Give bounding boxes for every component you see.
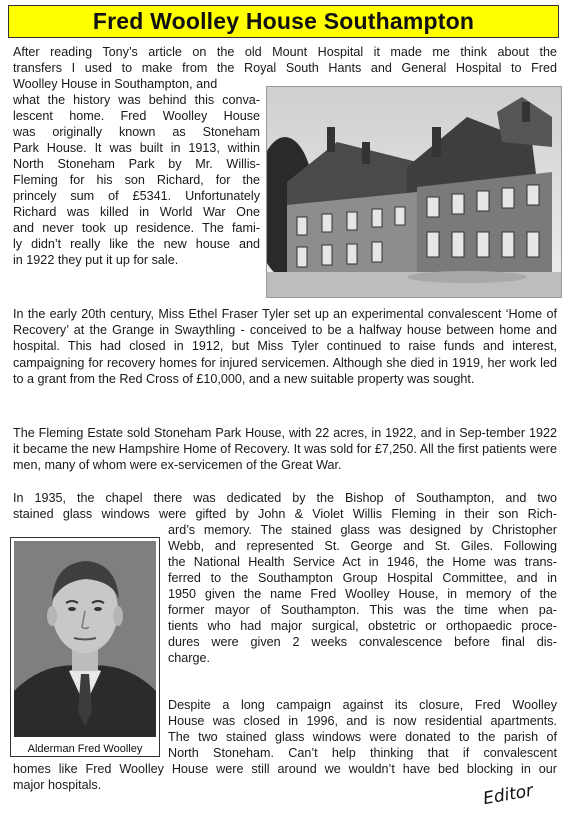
p1-line: After reading Tony’s article on the old Mount Hospital it made me think about the <box>13 45 557 59</box>
p1-line: Fleming for his son Richard, for the <box>13 173 260 187</box>
p1-line: Richard was killed in World War One <box>13 205 260 219</box>
p4-line: dures were given 2 weeks convalescence before final dis- <box>168 635 557 649</box>
p5-line: Despite a long campaign against its closure, Fred Woolley <box>168 698 557 712</box>
p4-line: tients who had major surgical, obstetric or orthopaedic proce- <box>168 619 557 633</box>
p1-line: and never took up residence. The fami- <box>13 221 260 235</box>
p1-line: Woolley House in Southampton, and <box>13 77 218 91</box>
p1-line: North Stoneham Park by Mr. Willis- <box>13 157 260 171</box>
p4-line: charge. <box>168 651 211 665</box>
p4-line: stained glass windows were gifted by John & Violet Willis Fleming in their son Rich- <box>13 507 557 521</box>
p5-line: homes like Fred Woolley House were still around we wouldn’t have bed blocking in our <box>13 762 557 776</box>
p4-line: ard’s memory. The stained glass was designed by Christopher <box>168 523 557 537</box>
p4-line: In 1935, the chapel there was dedicated by the Bishop of Southampton, and two <box>13 491 557 505</box>
p1-line: was originally known as Stoneham <box>13 125 260 139</box>
house-image <box>267 87 561 297</box>
p1-line: Park House. It was built in 1913, within <box>13 141 260 155</box>
p1-line: princely sum of £5341. Unfortunately <box>13 189 260 203</box>
p1-line: lescent home. Fred Woolley House <box>13 109 260 123</box>
portrait-image <box>14 541 156 737</box>
title-banner <box>8 5 559 38</box>
editor-signature: Editor <box>481 780 535 810</box>
stoneham-park-house-photo <box>266 86 562 298</box>
p1-line: ly didn’t really like the new house and <box>13 237 260 251</box>
p1-line: transfers I used to make from the Royal South Hants and General Hospital to Fred <box>13 61 557 75</box>
p4-line: former mayor of Southampton. This was the time when pa- <box>168 603 557 617</box>
p5-line: North Stoneham. Can’t help thinking that if convalescent <box>168 746 557 760</box>
p4-line: Webb, and represented St. George and St. Giles. Following <box>168 539 557 553</box>
p5-line: The two stained glass windows were donated to the parish of <box>168 730 557 744</box>
fred-woolley-portrait <box>10 537 160 757</box>
p4-line: ferred to the Southampton Group Hospital Committee, and in <box>168 571 557 585</box>
portrait-caption: Alderman Fred Woolley <box>27 743 143 755</box>
p4-line: 1950 given the name Fred Woolley House, in memory of the <box>168 587 557 601</box>
page-title: Fred Woolley House Southampton <box>92 8 475 34</box>
article-paragraph-3: The Fleming Estate sold Stoneham Park House, with 22 acres, in 1922, and in Sep-tember 1922 it became the new Hampshire Home of Recovery. It was sold for £7,250. All the first patients were men, many of whom were ex-servicemen of the Great War. <box>13 426 557 473</box>
p1-line: in 1922 they put it up for sale. <box>13 253 179 267</box>
article-paragraph-2: In the early 20th century, Miss Ethel Fraser Tyler set up an experimental convalescent ‘Home of Recovery’ at the Grange in Swaythling - conceived to be a halfway house between home and hospital. This had closed in 1912, but Miss Tyler continued to raise funds and interest, campaigning for recovery homes for injured servicemen. Although she died in 1919, her work led to a grant from the Red Cross of £10,000, and a new suitable property was sought. <box>13 307 557 386</box>
p4-line: the National Health Service Act in 1946, the Home was trans- <box>168 555 557 569</box>
p1-line: what the history was behind this conva- <box>13 93 260 107</box>
p5-line: House was closed in 1996, and is now residential apartments. <box>168 714 557 728</box>
p5-line: major hospitals. <box>13 778 102 792</box>
